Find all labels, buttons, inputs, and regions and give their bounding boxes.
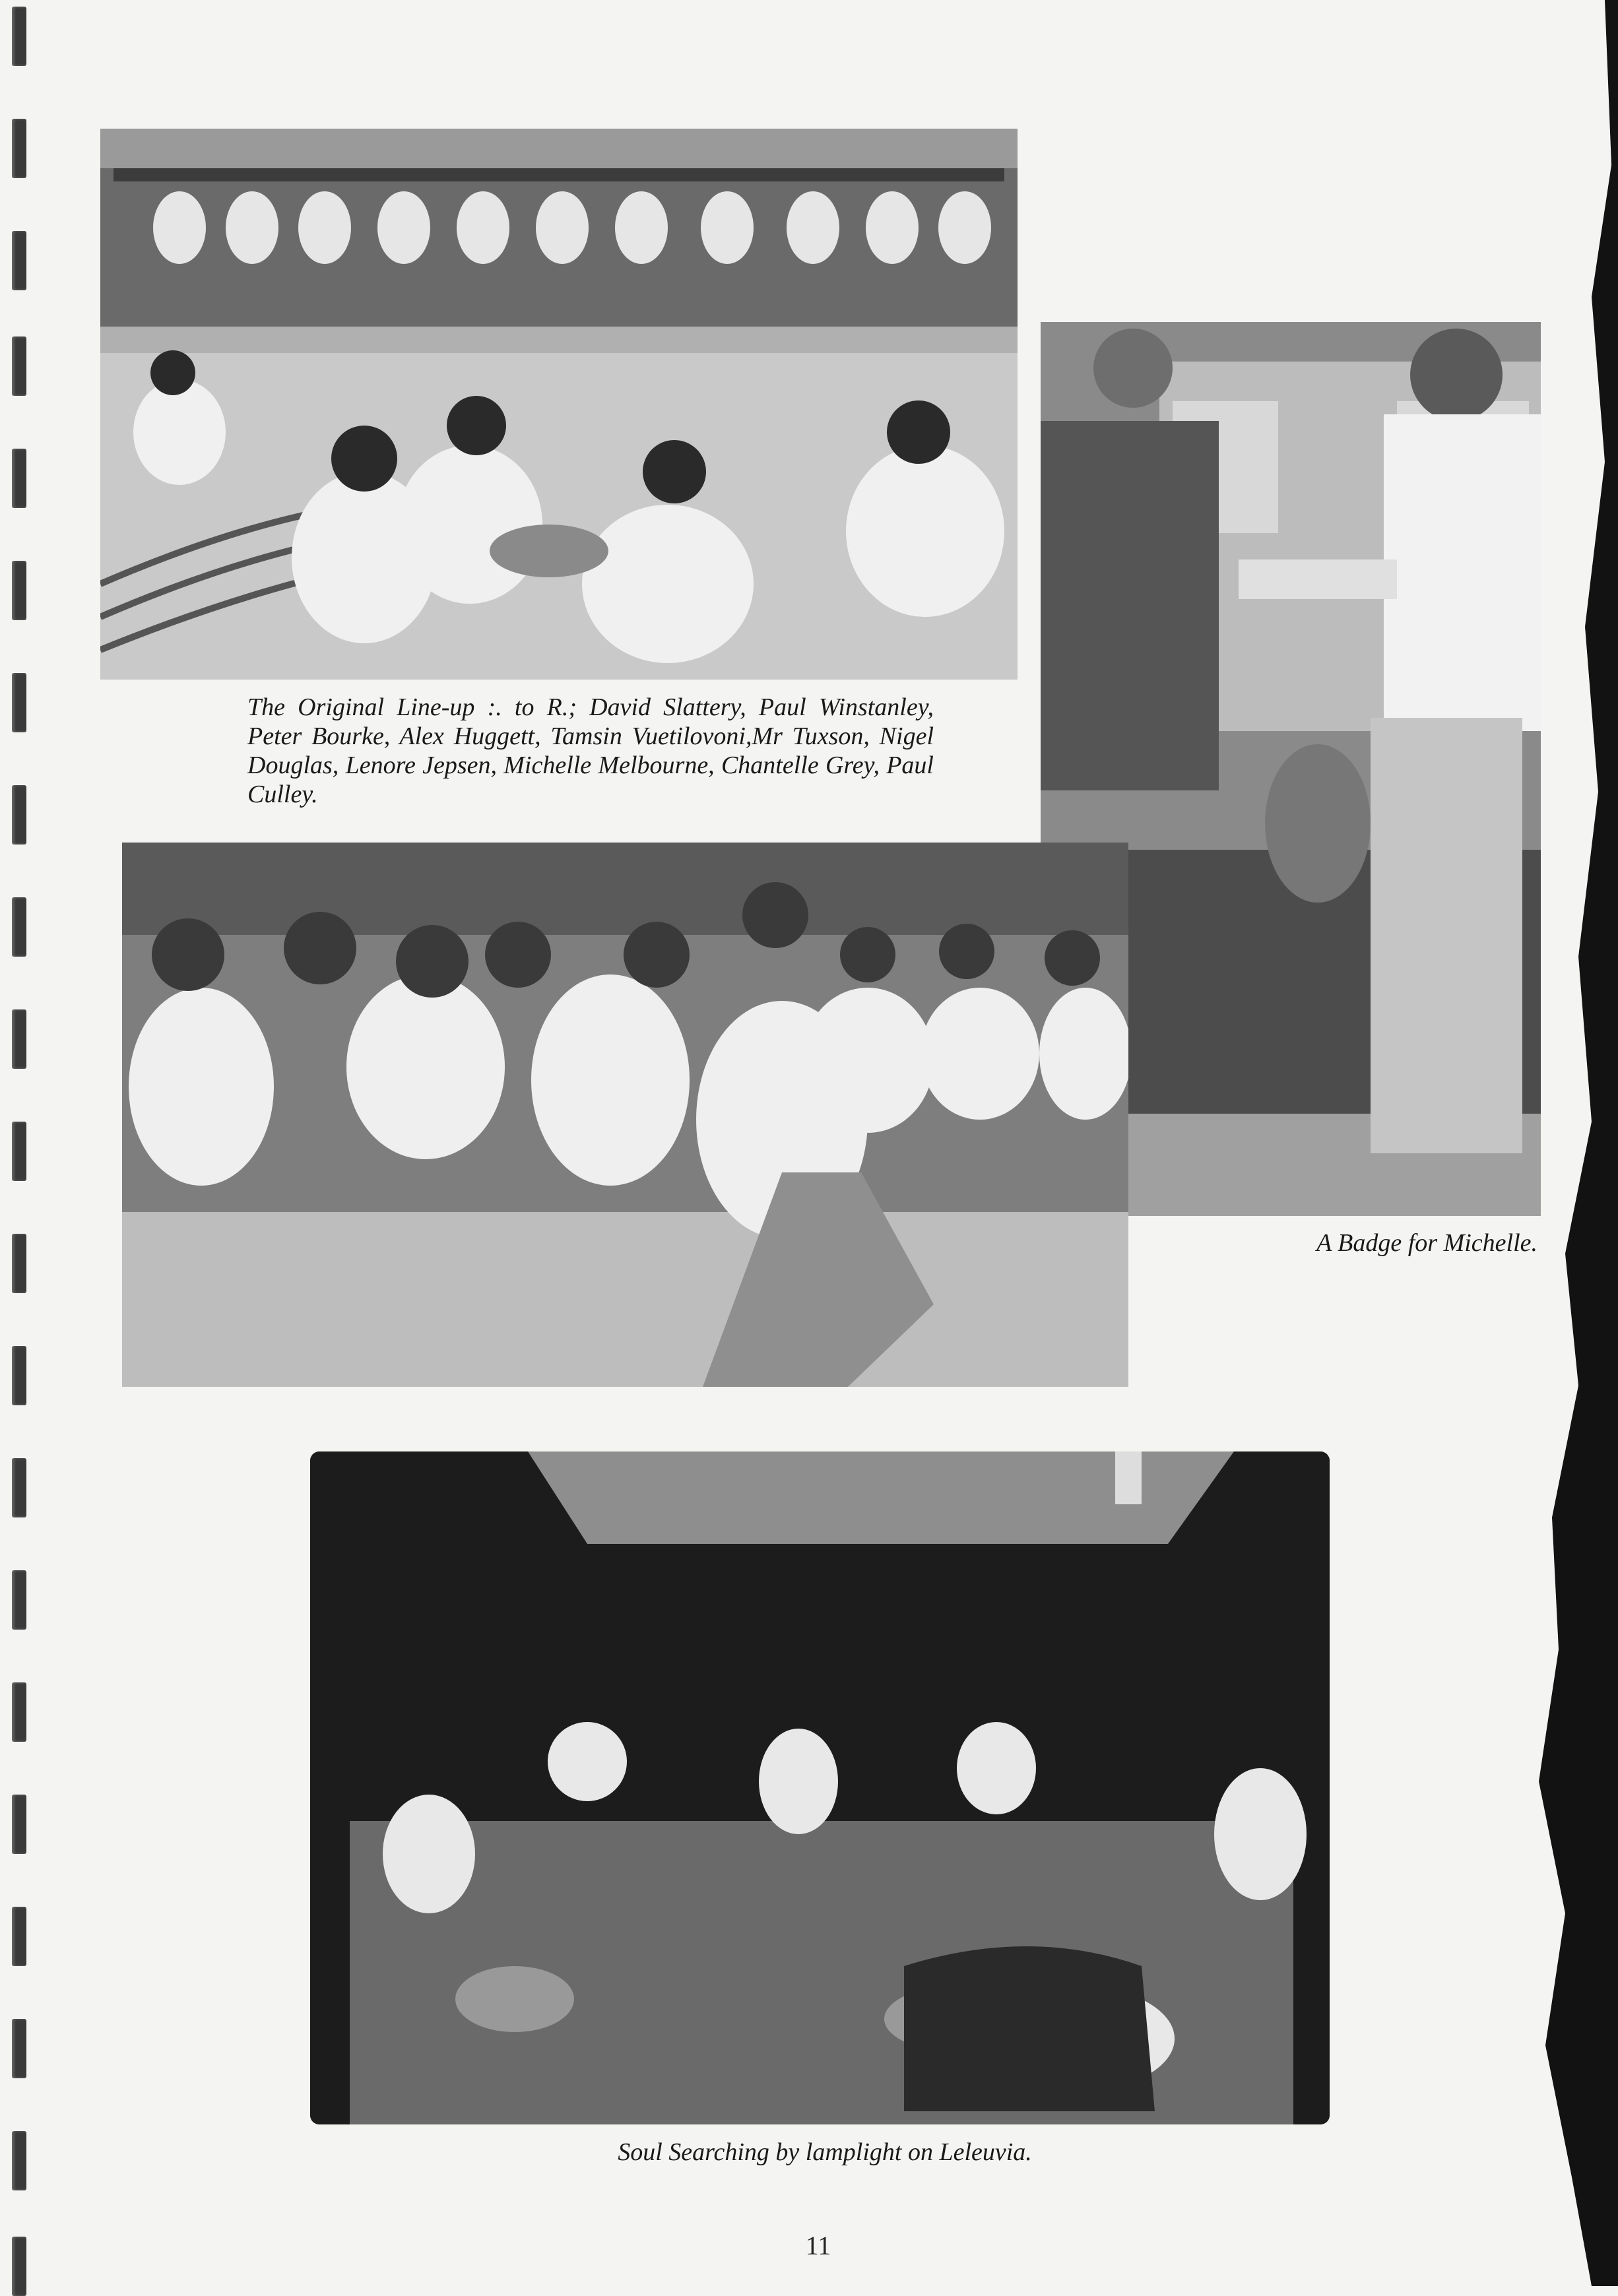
page-number: 11: [805, 2231, 831, 2260]
caption-original-lineup: The Original Line-up :. to R.; David Slattery, Paul Winstanley, Peter Bourke, Alex Huggett, Tamsin Vuetilovoni,Mr Tuxson, Nigel Douglas, Lenore Jepsen, Michelle Melbourne, Chantelle Grey, Paul Culley.: [247, 693, 934, 808]
photo-original-lineup: [100, 129, 1018, 680]
photo-presentation: [122, 843, 1128, 1387]
caption-badge-for-michelle: A Badge for Michelle.: [1316, 1229, 1537, 1257]
binding-holes: [12, 0, 28, 2286]
photo-soul-searching: [310, 1451, 1330, 2124]
torn-edge: [1539, 0, 1618, 2286]
caption-soul-searching: Soul Searching by lamplight on Leleuvia.: [618, 2138, 1032, 2166]
